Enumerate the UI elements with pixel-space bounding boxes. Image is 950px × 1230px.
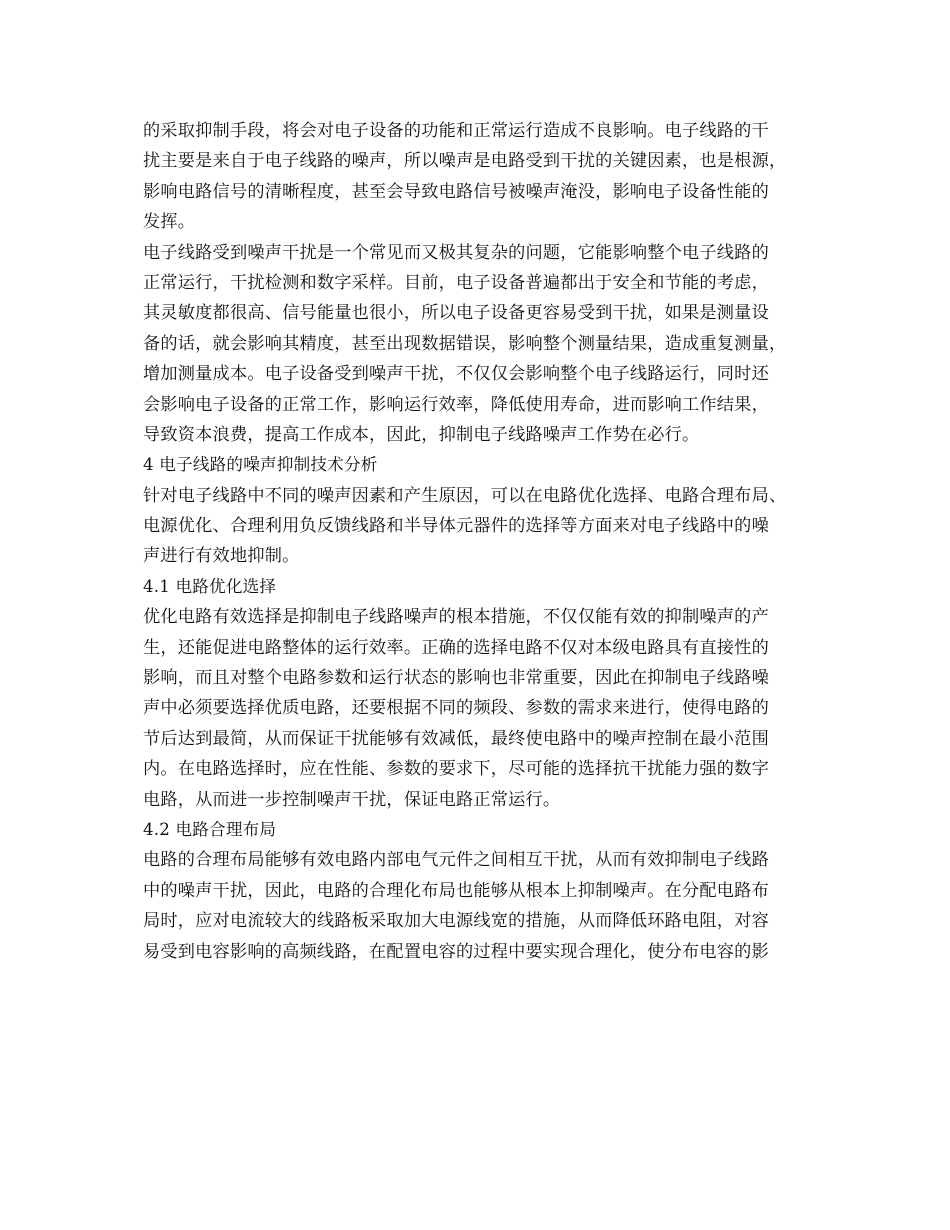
subsection-heading: 4.2 电路合理布局 <box>143 819 277 839</box>
body-line: 声进行有效地抑制。 <box>143 546 300 567</box>
body-line: 其灵敏度都很高、信号能量也很小，所以电子设备更容易受到干扰，如果是测量设 <box>143 303 769 324</box>
body-line: 的采取抑制手段，将会对电子设备的功能和正常运行造成不良影响。电子线路的干 <box>143 121 769 141</box>
body-line: 中的噪声干扰，因此，电路的合理化布局也能够从根本上抑制噪声。在分配电路布 <box>143 880 769 901</box>
body-line: 电子线路受到噪声干扰是一个常见而又极其复杂的问题，它能影响整个电子线路的 <box>143 242 769 263</box>
body-line: 针对电子线路中不同的噪声因素和产生原因，可以在电路优化选择、电路合理布局、 <box>143 485 787 506</box>
body-line: 声中必须要选择优质电路，还要根据不同的频段、参数的需求来进行，使得电路的 <box>143 698 769 719</box>
body-line: 优化电路有效选择是抑制电子线路噪声的根本措施，不仅仅能有效的抑制噪声的产 <box>143 607 769 628</box>
body-line: 电路的合理布局能够有效电路内部电气元件之间相互干扰，从而有效抑制电子线路 <box>143 850 769 871</box>
body-line: 影响，而且对整个电路参数和运行状态的影响也非常重要，因此在抑制电子线路噪 <box>143 668 769 689</box>
body-line: 扰主要是来自于电子线路的噪声，所以噪声是电路受到干扰的关键因素，也是根源， <box>143 151 787 172</box>
body-line: 备的话，就会影响其精度，甚至出现数据错误，影响整个测量结果，造成重复测量， <box>143 333 787 354</box>
body-line: 发挥。 <box>143 212 196 233</box>
body-line: 影响电路信号的清晰程度，甚至会导致电路信号被噪声淹没，影响电子设备性能的 <box>143 181 769 202</box>
body-line: 电源优化、合理利用负反馈线路和半导体元器件的选择等方面来对电子线路中的噪 <box>143 516 769 537</box>
body-line: 电路，从而进一步控制噪声干扰，保证电路正常运行。 <box>143 789 561 810</box>
body-line: 易受到电容影响的高频线路，在配置电容的过程中要实现合理化，使分布电容的影 <box>143 941 769 962</box>
subsection-heading: 4.1 电路优化选择 <box>143 576 277 596</box>
body-line: 正常运行，干扰检测和数字采样。目前，电子设备普遍都出于安全和节能的考虑， <box>143 272 769 293</box>
section-heading: 4 电子线路的噪声抑制技术分析 <box>143 455 378 475</box>
body-line: 内。在电路选择时，应在性能、参数的要求下，尽可能的选择抗干扰能力强的数字 <box>143 759 769 780</box>
body-line: 生，还能促进电路整体的运行效率。正确的选择电路不仅对本级电路具有直接性的 <box>143 637 769 658</box>
body-line: 增加测量成本。电子设备受到噪声干扰，不仅仅会影响整个电子线路运行，同时还 <box>143 364 769 385</box>
body-line: 会影响电子设备的正常工作，影响运行效率，降低使用寿命，进而影响工作结果， <box>143 394 769 415</box>
body-line: 局时，应对电流较大的线路板采取加大电源线宽的措施，从而降低环路电阻，对容 <box>143 911 769 932</box>
body-line: 节后达到最简，从而保证干扰能够有效减低，最终使电路中的噪声控制在最小范围 <box>143 728 769 749</box>
body-line: 导致资本浪费，提高工作成本，因此，抑制电子线路噪声工作势在必行。 <box>143 424 700 445</box>
